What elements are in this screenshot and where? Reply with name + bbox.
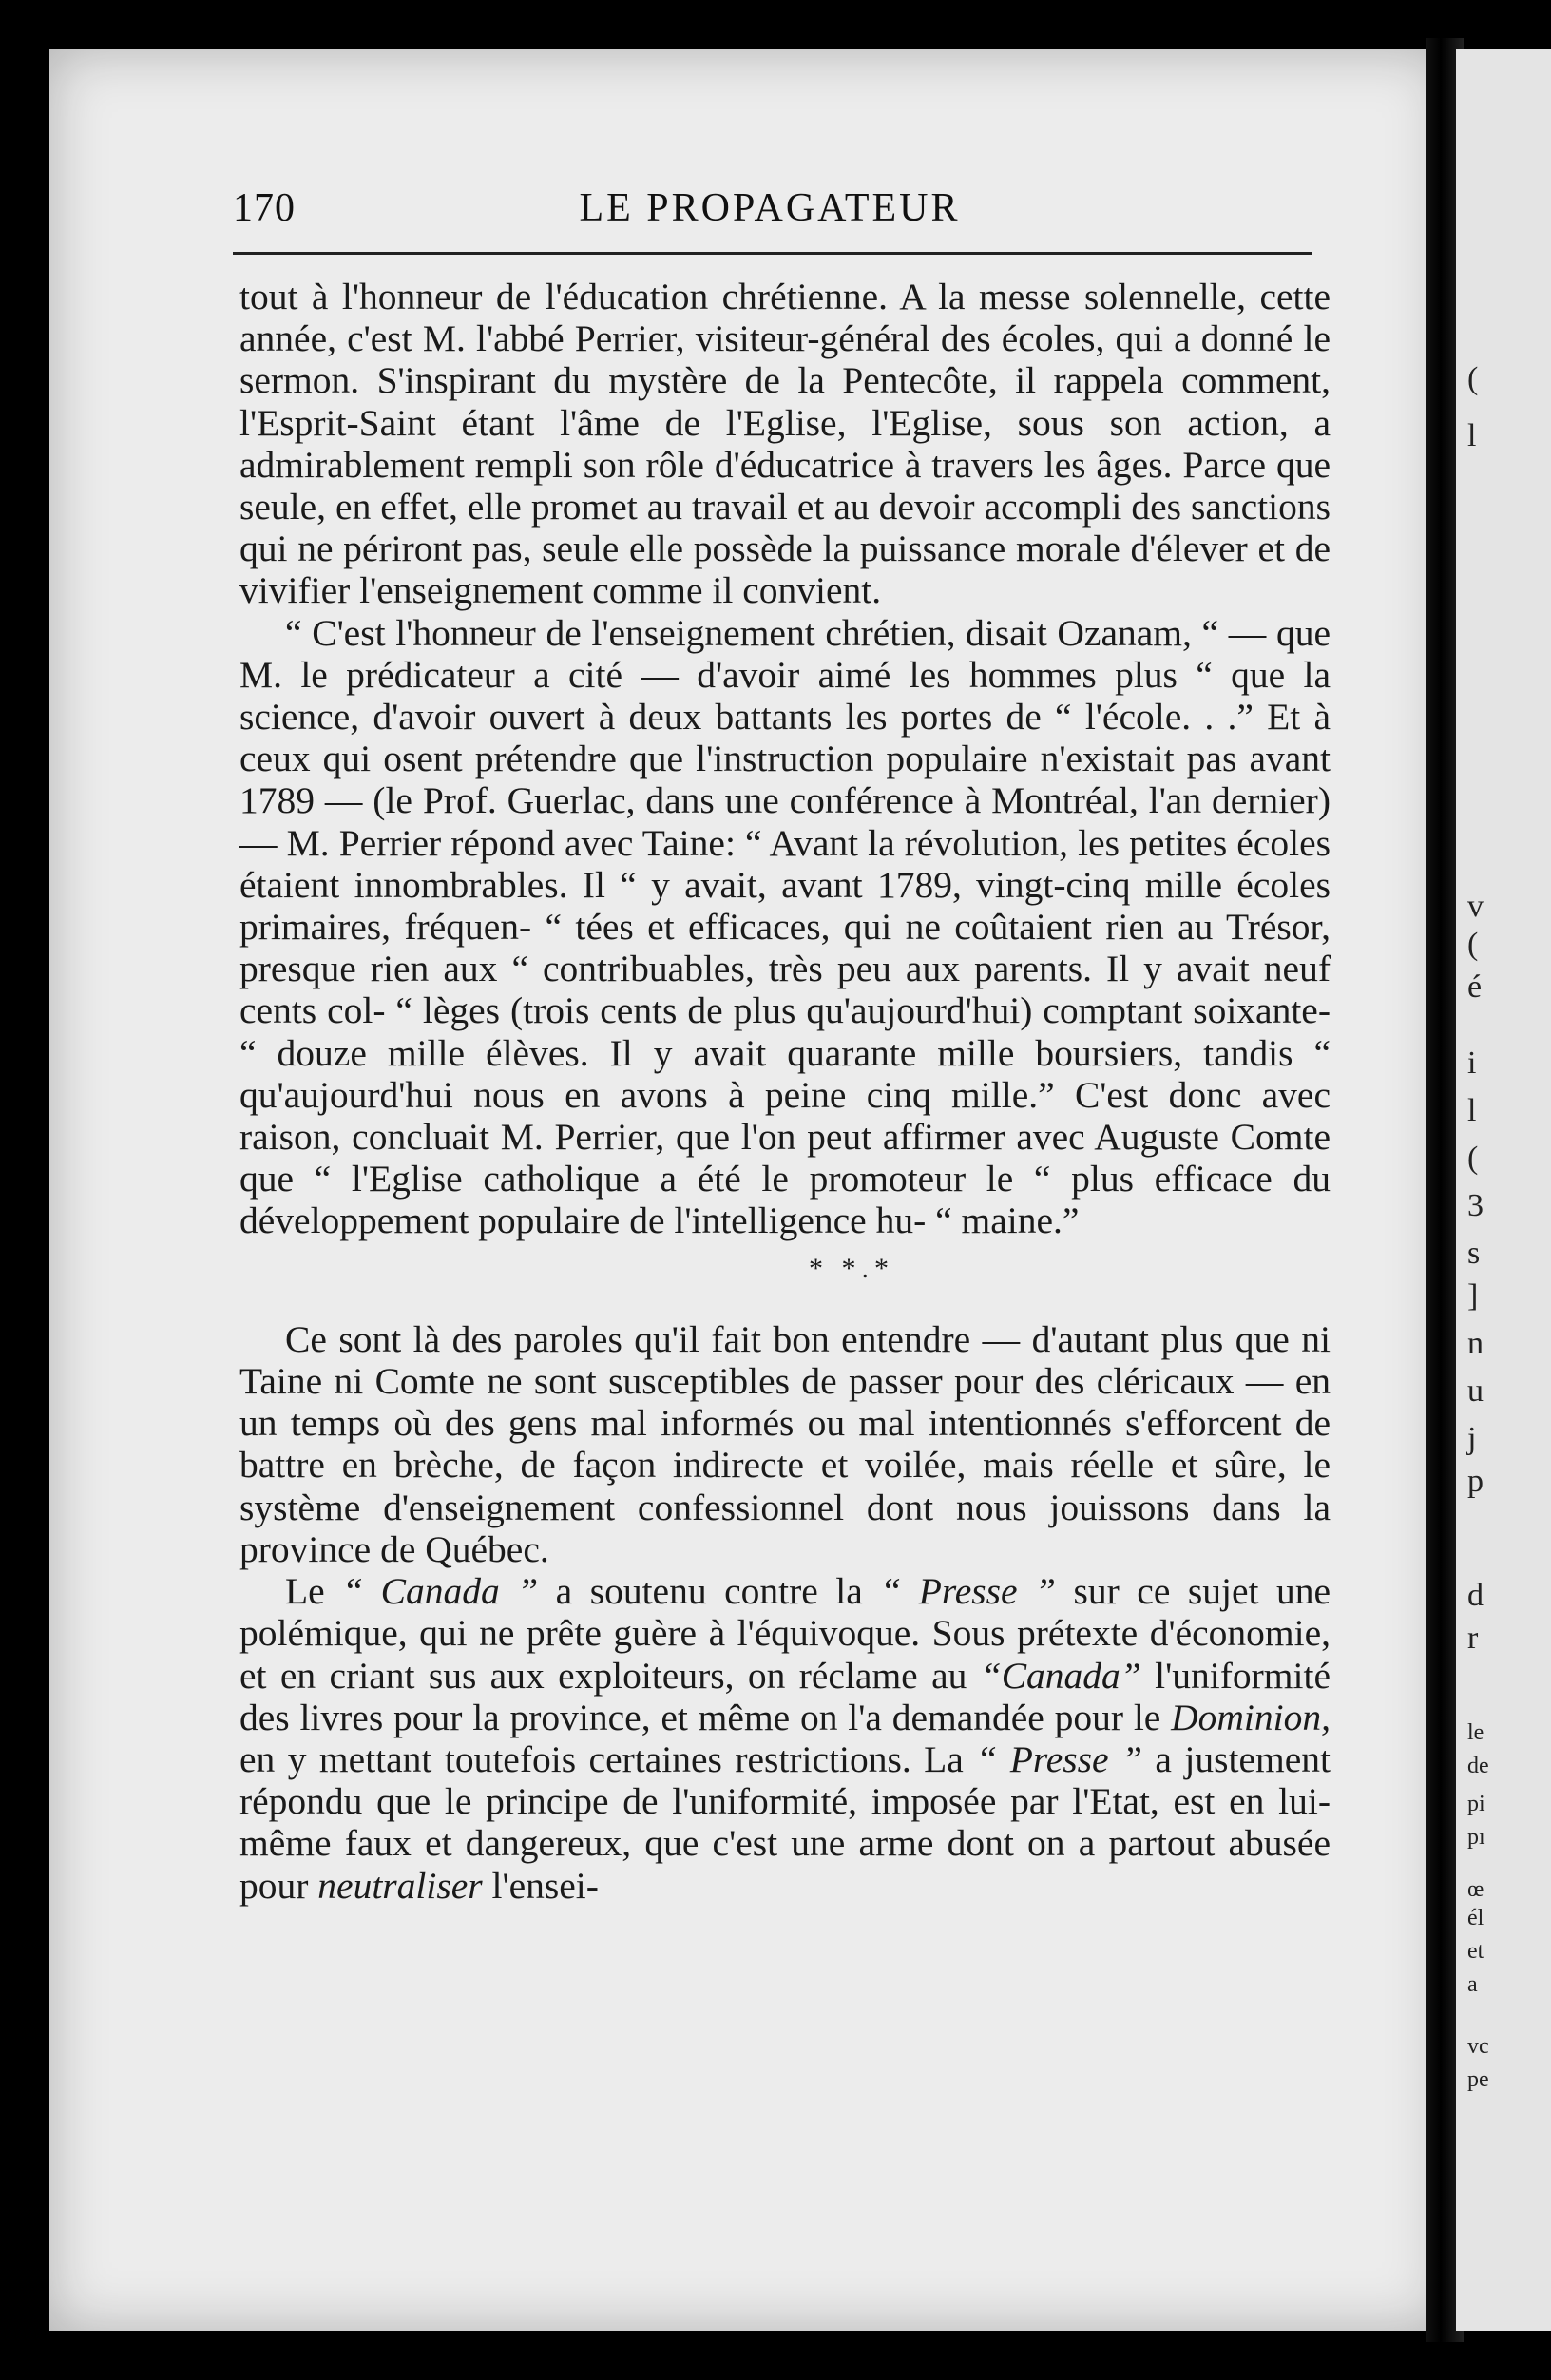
margin-fragment: r — [1467, 1621, 1479, 1656]
p4-text-7: l'ensei- — [482, 1864, 599, 1907]
margin-fragment: j — [1467, 1421, 1477, 1456]
p4-text-1: Le — [285, 1570, 343, 1613]
margin-fragment: 3 — [1467, 1188, 1484, 1223]
margin-fragment: ( — [1467, 927, 1479, 962]
paragraph-3: Ce sont là des paroles qu'il fait bon entendre — d'autant plus que ni Taine ni Comte ne sont susceptibles de passer pour des cléricaux — en un temps où des gens mal informés ou mal intentionnés s'efforcent de battre en brèche, de façon indirecte et voilée, mais réelle et sûre, le système d'enseignement confessionnel dont nous jouissons dans la province de Québec. — [239, 1317, 1331, 1570]
p4-text-5: en y mettant toutefois certaines restrictions. La — [239, 1737, 977, 1780]
margin-fragment: l — [1467, 1093, 1477, 1128]
running-title: LE PROPAGATEUR — [579, 186, 961, 230]
presse-title-1: “ Presse ” — [880, 1570, 1057, 1613]
presse-title-2: “ Presse ” — [976, 1737, 1142, 1780]
margin-fragment: p — [1467, 1464, 1484, 1499]
header-rule — [233, 252, 1312, 255]
margin-fragment: v — [1467, 889, 1484, 924]
margin-fragment: d — [1467, 1578, 1484, 1613]
margin-fragment: l — [1467, 418, 1477, 453]
paragraph-2: “ C'est l'honneur de l'enseignement chrétien, disait Ozanam, “ — que M. le prédicateur a cité — d'avoir aimé les hommes plus “ que la science, d'avoir ouvert à deux battants les portes de “ l'école. . .” Et à ceux qui osent prétendre que l'instruction populaire n'existait pas avant 1789 — (le Prof. Guerlac, dans une conférence à Montréal, l'an dernier) — M. Perrier répond avec Taine: “ Avant la révolution, les petites écoles étaient innombrables. Il “ y avait, avant 1789, vingt-cinq mille écoles primaires, fréquen- “ tées et efficaces, qui ne coûtaient rien au Trésor, presque rien aux “ contribuables, très peu aux parents. Il y avait neuf cents col- “ lèges (trois cents de plus qu'aujourd'hui) comptant soixante- “ douze mille élèves. Il y avait quarante mille boursiers, tandis “ qu'aujourd'hui nous en avons à peine cinq mille.” C'est donc avec raison, concluait M. Perrier, que l'on peut affirmer avec Auguste Comte que “ l'Eglise catholique a été le promoteur le “ plus efficace du développement populaire de l'intelligence hu- “ maine.” — [239, 611, 1331, 1242]
margin-fragment: é — [1467, 969, 1483, 1005]
page-number: 170 — [233, 186, 296, 230]
margin-fragment: i — [1467, 1046, 1477, 1081]
margin-fragment: le — [1467, 1720, 1484, 1745]
margin-fragment: et — [1467, 1939, 1484, 1964]
paragraph-4 — [239, 1570, 1331, 1907]
p4-text-3: sur ce sujet une polémique, qui ne prête guère à l'équivoque. Sous prétexte d'économie, et en criant sus aux exploiteurs, on réclame au — [239, 1570, 1331, 1697]
margin-fragment: ( — [1467, 1141, 1479, 1176]
body-text — [239, 276, 1331, 1907]
margin-fragment: de — [1467, 1754, 1489, 1778]
margin-fragment: a — [1467, 1972, 1478, 1997]
canada-title-2: “Canada” — [980, 1654, 1141, 1697]
facing-page-fragments — [1462, 0, 1547, 2380]
paragraph-1: tout à l'honneur de l'éducation chrétienne. A la messe solennelle, cette année, c'est M. l'abbé Perrier, visiteur-général des écoles, qui a donné le sermon. S'inspirant du mystère de la Pentecôte, il rappela comment, l'Esprit-Saint étant l'âme de l'Eglise, l'Eglise, sous son action, a admirablement rempli son rôle d'éducatrice à travers les âges. Parce que seule, en effet, elle promet au travail et au devoir accompli des sanctions qui ne périront pas, seule elle possède la puissance morale d'élever et de vivifier l'enseignement comme il convient. — [239, 276, 1331, 612]
neutraliser-word: neutraliser — [317, 1864, 483, 1907]
margin-fragment: ( — [1467, 361, 1479, 396]
margin-fragment: n — [1467, 1326, 1484, 1361]
margin-fragment: pe — [1467, 2067, 1489, 2092]
margin-fragment: œ — [1467, 1877, 1484, 1902]
margin-fragment: él — [1467, 1906, 1484, 1930]
margin-fragment: ] — [1467, 1278, 1479, 1314]
canada-title-1: “ Canada ” — [342, 1570, 539, 1613]
p4-text-6: a justement répondu que le principe de l'uniformité, imposée par l'Etat, est en lui-même faux et dangereux, que c'est une arme dont on a partout abusée pour — [239, 1737, 1331, 1907]
margin-fragment: pı — [1467, 1825, 1485, 1850]
p4-text-4: l'uniformité des livres pour la province, et même on l'a demandée pour le — [239, 1654, 1331, 1738]
section-separator: * *.* — [809, 1252, 894, 1284]
margin-fragment: vc — [1467, 2034, 1489, 2059]
margin-fragment: u — [1467, 1373, 1484, 1409]
page-header — [233, 185, 1307, 242]
p4-text-2: a soutenu contre la — [538, 1570, 881, 1613]
margin-fragment: pi — [1467, 1792, 1485, 1816]
margin-fragment: s — [1467, 1236, 1481, 1271]
dominion-word: Dominion, — [1171, 1696, 1331, 1738]
